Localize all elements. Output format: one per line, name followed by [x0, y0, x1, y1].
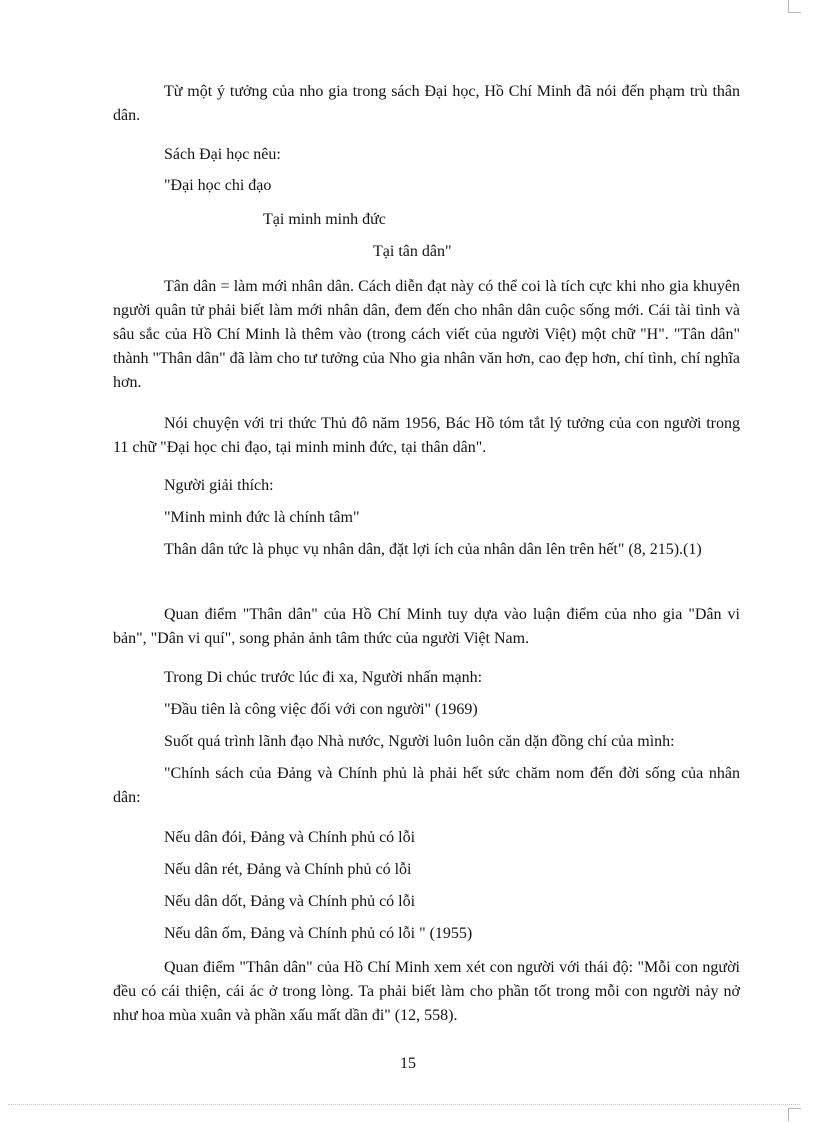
paragraph-13: Quan điểm "Thân dân" của Hồ Chí Minh xem xét con người với thái độ: "Mỗi con người đều có cái thiện, cái ác ở trong lòng. Ta phải biết làm cho phần tốt trong mỗi con người nảy nở như hoa mùa xuân và phần xấu mất dần đi" (12, 558). — [113, 959, 740, 1024]
list-line-4: Nếu dân ốm, Đảng và Chính phủ có lỗi " (1955) — [164, 925, 473, 942]
quote-line-2: Tại minh minh đức — [263, 211, 386, 228]
page-bottom-divider — [8, 1104, 800, 1105]
corner-mark-bottom — [788, 1108, 801, 1121]
paragraph-4: Nói chuyện với tri thức Thủ đô năm 1956, Bác Hồ tóm tắt lý tưởng của con người trong 11 chữ "Đại học chi đạo, tại minh minh đức, tại thân dân". — [113, 415, 740, 456]
corner-mark-top — [788, 0, 801, 13]
list-line-1: Nếu dân đói, Đảng và Chính phủ có lỗi — [164, 829, 416, 846]
list-line-3: Nếu dân dốt, Đảng và Chính phủ có lỗi — [164, 893, 416, 910]
paragraph-8: Quan điểm "Thân dân" của Hồ Chí Minh tuy dựa vào luận điểm của nho gia "Dân vi bản", "Dân vi quí", song phản ảnh tâm thức của người Việt Nam. — [113, 606, 740, 647]
paragraph-3: Tân dân = làm mới nhân dân. Cách diễn đạt này có thể coi là tích cực khi nho gia khuyên người quân tử phải biết làm mới nhân dân, đem đến cho nhân dân cuộc sống mới. Cái tài tình và sâu sắc của Hồ Chí Minh là thêm vào (trong cách viết của người Việt) một chữ "H". "Tân dân" thành "Thân dân" đã làm cho tư tưởng của Nho gia nhân văn hơn, cao đẹp hơn, chí tình, chí nghĩa hơn. — [113, 278, 740, 391]
paragraph-6: "Minh minh đức là chính tâm" — [164, 509, 360, 526]
paragraph-12: "Chính sách của Đảng và Chính phủ là phải hết sức chăm nom đến đời sống của nhân dân: — [113, 765, 740, 806]
page-number: 15 — [400, 1055, 416, 1072]
paragraph-10: "Đầu tiên là công việc đối với con người" (1969) — [164, 701, 478, 718]
paragraph-1: Từ một ý tưởng của nho gia trong sách Đại học, Hồ Chí Minh đã nói đến phạm trù thân dân. — [113, 83, 740, 124]
list-line-2: Nếu dân rét, Đảng và Chính phủ có lỗi — [164, 861, 412, 878]
quote-line-3: Tại tân dân" — [373, 243, 452, 260]
paragraph-11: Suốt quá trình lãnh đạo Nhà nước, Người luôn luôn căn dặn đồng chí của mình: — [164, 733, 675, 750]
quote-line-1: "Đại học chi đạo — [164, 177, 272, 194]
paragraph-5: Người giải thích: — [164, 477, 274, 494]
paragraph-9: Trong Di chúc trước lúc đi xa, Người nhấn mạnh: — [164, 669, 483, 686]
paragraph-2: Sách Đại học nêu: — [164, 146, 281, 163]
paragraph-7: Thân dân tức là phục vụ nhân dân, đặt lợi ích của nhân dân lên trên hết" (8, 215).(1) — [164, 541, 702, 558]
